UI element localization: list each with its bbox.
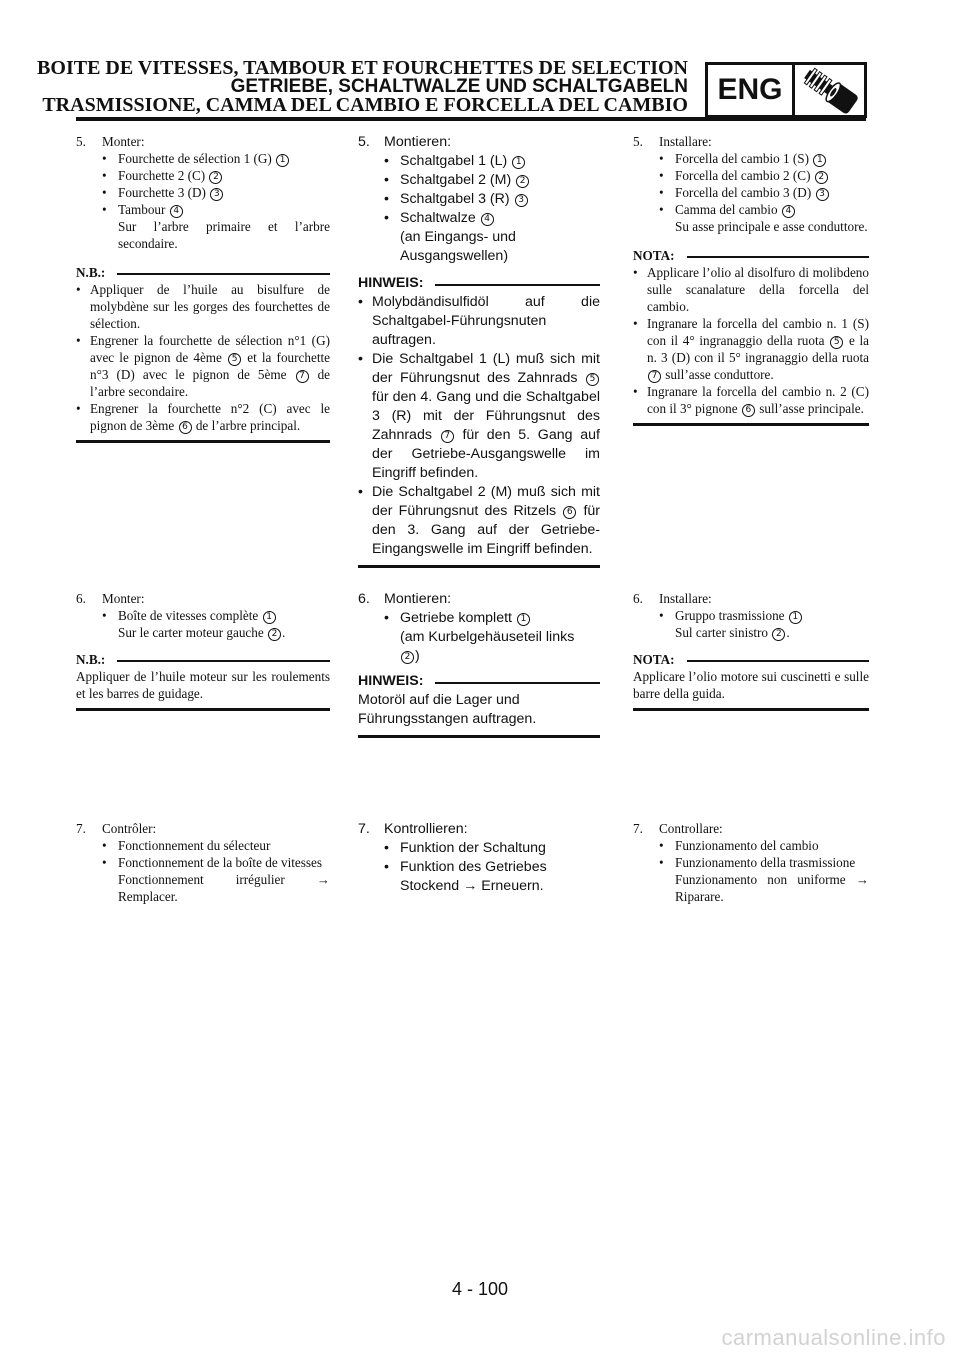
divider <box>435 682 600 684</box>
it-step-6 <box>633 590 869 711</box>
list-item: • Schaltwalze 4 <box>384 209 600 228</box>
fr-step-6 <box>76 590 330 711</box>
list-item: • Forcella del cambio 2 (C) 2 <box>659 167 869 184</box>
step-title: Montieren: <box>384 591 452 607</box>
item-text: Schaltgabel 2 (M) <box>400 172 512 188</box>
note-text: Appliquer de l’huile au bisulfure de molybdène sur les gorges des fourchettes de sélection. <box>90 282 330 331</box>
reference-number: 7 <box>296 370 309 383</box>
item-text: Fourchette de sélection 1 (G) <box>118 151 272 166</box>
note-text: de l’arbre secondaire. <box>90 367 331 399</box>
header-title-it: TRASMISSIONE, CAMMA DEL CAMBIO E FORCELLA DEL CAMBIO <box>42 94 688 116</box>
note-text: Ingranare la forcella del cambio n. 1 (S) con il 4° ingranaggio della ruota <box>647 316 869 348</box>
install-location: Sur le carter moteur gauche 2 . <box>118 625 286 640</box>
reference-number: 6 <box>563 506 576 519</box>
note-label: N.B.: <box>76 652 106 667</box>
de-step-7 <box>358 820 600 896</box>
note-item: • Applicare l’olio al disolfuro di molibdeno sulle scanalature della forcella del cambio. <box>633 265 869 314</box>
item-text: Funktion des Getriebes <box>400 859 547 875</box>
badge-divider <box>792 65 795 115</box>
list-item: • Fourchette 3 (D) 3 <box>102 184 330 201</box>
item-text: Schaltwalze <box>400 210 476 226</box>
note-label: NOTA: <box>633 248 675 263</box>
watermark: carmanualsonline.info <box>721 1325 946 1350</box>
step-header <box>76 820 330 837</box>
list-item: • Fourchette 2 (C) 2 <box>102 167 330 184</box>
note-text: Die Schaltgabel 1 (L) muß sich mit der Führungsnut des Zahnrads <box>372 351 600 386</box>
step-title: Installare: <box>659 134 712 149</box>
check-result: Stockend → Erneuern. <box>400 878 544 894</box>
list-item: • Getriebe komplett 1 <box>384 609 600 628</box>
note-text: für den 3. Gang auf der Getriebe-Eingangswelle im Eingriff befinden. <box>372 503 600 557</box>
install-location: Sur l’arbre primaire et l’arbre secondaire. <box>118 219 330 251</box>
step-title: Controllare: <box>659 821 723 836</box>
note-text: de l’arbre principal. <box>195 418 301 433</box>
reference-number: 4 <box>170 205 183 218</box>
check-result: Funzionamento non uniforme → Riparare. <box>675 872 869 904</box>
note-label: N.B.: <box>76 265 106 280</box>
item-text: Schaltgabel 3 (R) <box>400 191 510 207</box>
step-number: 5. <box>358 134 370 150</box>
note-text: sull’asse conduttore. <box>665 367 774 382</box>
note-header <box>76 651 330 668</box>
note-header <box>633 651 869 668</box>
step-number: 7. <box>76 821 86 836</box>
step-number: 6. <box>633 591 643 606</box>
item-text: Schaltgabel 1 (L) <box>400 153 508 169</box>
fr-step-7 <box>76 820 330 905</box>
item-text: Gruppo trasmissione <box>675 608 785 623</box>
reference-number: 5 <box>586 373 599 386</box>
item-text: Getriebe komplett <box>400 610 512 626</box>
list-item: • Schaltgabel 2 (M) 2 <box>384 171 600 190</box>
step-number: 5. <box>76 134 86 149</box>
item-text: Fonctionnement du sélecteur <box>118 838 271 853</box>
note-text: Applicare l’olio motore sui cuscinetti e sulle barre della guida. <box>633 669 869 701</box>
note-text: für den 5. Gang auf der Getriebe-Ausgangswelle im Eingriff befinden. <box>372 427 600 481</box>
note-text: Engrener la fourchette de sélection n°1 (G) avec le pignon de 4ème <box>90 333 330 365</box>
list-item: • Boîte de vitesses complète 1 <box>102 607 330 624</box>
step-title: Installare: <box>659 591 712 606</box>
page-number: 4 - 100 <box>451 1279 509 1299</box>
divider <box>687 660 869 662</box>
list-item: • Forcella del cambio 3 (D) 3 <box>659 184 869 201</box>
note-item: • Engrener la fourchette de sélection n°1 (G) avec le pignon de 4ème 5 et la fourchette n°3 (D) avec le pignon de 5ème 7 de l’arbre secondaire. <box>76 333 331 399</box>
item-text: Funktion der Schaltung <box>400 840 546 856</box>
note-item: • Ingranare la forcella del cambio n. 1 (S) con il 4° ingranaggio della ruota 5 e la n. 3 (D) con il 5° ingranaggio della ruota 7 sull’asse conduttore. <box>633 316 870 382</box>
list-item: • Fourchette de sélection 1 (G) 1 <box>102 150 330 167</box>
item-text: Forcella del cambio 1 (S) <box>675 151 810 166</box>
reference-number: 5 <box>228 353 241 366</box>
reference-number: 3 <box>816 188 829 201</box>
item-text: Tambour <box>118 202 166 217</box>
reference-number: 2 <box>815 171 828 184</box>
note-item: • Engrener la fourchette n°2 (C) avec le pignon de 3ème 6 de l’arbre principal. <box>76 401 330 433</box>
list-item: • Funzionamento della trasmissione <box>659 854 869 871</box>
step-title: Monter: <box>102 134 145 149</box>
note-label: NOTA: <box>633 652 675 667</box>
note-header <box>358 672 600 691</box>
item-text: Fourchette 2 (C) <box>118 168 206 183</box>
step-title: Contrôler: <box>102 821 157 836</box>
eng-label: ENG <box>717 73 783 106</box>
install-location: Sul carter sinistro 2 . <box>675 625 790 640</box>
install-location: Su asse principale e asse conduttore. <box>675 219 868 234</box>
note-text: sull’asse principale. <box>759 401 864 416</box>
reference-number: 2 <box>401 651 414 664</box>
header-title-fr: BOITE DE VITESSES, TAMBOUR ET FOURCHETTES DE SELECTION <box>37 57 688 79</box>
item-text: Forcella del cambio 3 (D) <box>675 185 812 200</box>
note-header <box>76 264 330 281</box>
reference-number: 3 <box>515 194 528 207</box>
note-text: Die Schaltgabel 2 (M) muß sich mit der Führungsnut des Ritzels <box>372 484 600 519</box>
step-header <box>633 590 869 607</box>
note-text: Molybdändisulfidöl auf die Schaltgabel-Führungsnuten auftragen. <box>372 294 600 348</box>
note-label: HINWEIS: <box>358 275 424 291</box>
item-text: Forcella del cambio 2 (C) <box>675 168 811 183</box>
header-title-de: GETRIEBE, SCHALTWALZE UND SCHALTGABELN <box>230 76 688 97</box>
note-item: • Die Schaltgabel 2 (M) muß sich mit der Führungsnut des Ritzels 6 für den 3. Gang auf der Getriebe-Eingangswelle im Eingriff befinden. <box>358 484 600 557</box>
divider <box>117 660 330 662</box>
reference-number: 1 <box>813 154 826 167</box>
list-item: • Gruppo trasmissione 1 <box>659 607 869 624</box>
list-item: • Fonctionnement du sélecteur <box>102 837 330 854</box>
check-result: Fonctionnement irrégulier → Remplacer. <box>118 872 330 904</box>
step-number: 6. <box>358 591 370 607</box>
step-header <box>76 590 330 607</box>
note-text: für den 4. Gang und die Schaltgabel 3 (R) mit der Führungsnut des Zahnrads <box>372 389 600 443</box>
note-header <box>633 247 869 264</box>
step-header <box>358 133 600 152</box>
reference-number: 2 <box>516 175 529 188</box>
step-number: 7. <box>633 821 643 836</box>
it-step-5 <box>633 133 869 426</box>
engine-gear-icon <box>796 65 864 115</box>
reference-number: 4 <box>782 205 795 218</box>
item-text: Boîte de vitesses complète <box>118 608 259 623</box>
note-text: Appliquer de l’huile moteur sur les roulements et les barres de guidage. <box>76 669 330 701</box>
list-item: • Tambour 4 <box>102 201 330 218</box>
note-end-rule <box>76 440 330 443</box>
it-step-7 <box>633 820 869 905</box>
reference-number: 2 <box>209 171 222 184</box>
step-number: 7. <box>358 821 370 837</box>
reference-number: 7 <box>648 370 661 383</box>
install-location: (an Eingangs- und Ausgangswellen) <box>400 229 516 264</box>
step-number: 6. <box>76 591 86 606</box>
reference-number: 3 <box>210 188 223 201</box>
note-item: • Die Schaltgabel 1 (L) muß sich mit der Führungsnut des Zahnrads 5 für den 4. Gang und die Schaltgabel 3 (R) mit der Führungsnut des Zahnrads 7 für den 5. Gang auf der Getriebe-Ausgangswelle im Eingriff befinden. <box>358 351 600 481</box>
de-step-6 <box>358 590 600 738</box>
item-text: Fonctionnement de la boîte de vitesses <box>118 855 322 870</box>
note-text: Motoröl auf die Lager und Führungsstangen auftragen. <box>358 692 537 727</box>
list-item: • Fonctionnement de la boîte de vitesses <box>102 854 330 871</box>
list-item: • Forcella del cambio 1 (S) 1 <box>659 150 869 167</box>
fr-step-5 <box>76 133 330 443</box>
list-item: • Schaltgabel 3 (R) 3 <box>384 190 600 209</box>
note-item: • Appliquer de l’huile au bisulfure de molybdène sur les gorges des fourchettes de sélection. <box>76 282 330 331</box>
reference-number: 1 <box>512 156 525 169</box>
note-item: • Ingranare la forcella del cambio n. 2 (C) con il 3° pignone 6 sull’asse principale. <box>633 384 869 416</box>
reference-number: 1 <box>263 611 276 624</box>
reference-number: 6 <box>179 421 192 434</box>
list-item: • Funzionamento del cambio <box>659 837 869 854</box>
step-header <box>358 590 600 609</box>
note-end-rule <box>633 423 869 426</box>
reference-number: 2 <box>772 628 785 641</box>
note-label: HINWEIS: <box>358 673 424 689</box>
reference-number: 4 <box>481 213 494 226</box>
step-header <box>633 133 869 150</box>
reference-number: 6 <box>742 404 755 417</box>
note-text: Ingranare la forcella del cambio n. 2 (C) con il 3° pignone <box>647 384 869 416</box>
reference-number: 2 <box>268 628 281 641</box>
eng-badge <box>705 62 867 118</box>
item-text: Camma del cambio <box>675 202 778 217</box>
item-text: Fourchette 3 (D) <box>118 185 206 200</box>
reference-number: 1 <box>517 613 530 626</box>
reference-number: 7 <box>441 430 454 443</box>
note-end-rule <box>76 708 330 711</box>
de-step-5 <box>358 133 600 568</box>
note-item: • Molybdändisulfidöl auf die Schaltgabel-Führungsnuten auftragen. <box>358 294 600 348</box>
item-text: Funzionamento del cambio <box>675 838 819 853</box>
step-title: Kontrollieren: <box>384 821 468 837</box>
note-text: Engrener la fourchette n°2 (C) avec le pignon de 3ème <box>90 401 330 433</box>
step-title: Monter: <box>102 591 145 606</box>
item-text: Funzionamento della trasmissione <box>675 855 856 870</box>
step-header <box>358 820 600 839</box>
note-text: Applicare l’olio al disolfuro di molibdeno sulle scanalature della forcella del cambio. <box>647 265 869 314</box>
note-text: et la fourchette n°3 (D) avec le pignon de 5ème <box>90 350 331 382</box>
reference-number: 5 <box>830 336 843 349</box>
step-header <box>76 133 330 150</box>
step-title: Montieren: <box>384 134 452 150</box>
note-end-rule <box>358 565 600 568</box>
list-item: • Funktion des Getriebes <box>384 858 600 877</box>
note-text: e la n. 3 (D) con il 5° ingranaggio della ruota <box>647 333 870 365</box>
list-item: • Schaltgabel 1 (L) 1 <box>384 152 600 171</box>
divider <box>117 273 330 275</box>
list-item: • Funktion der Schaltung <box>384 839 600 858</box>
list-item: • Camma del cambio 4 <box>659 201 869 218</box>
step-number: 5. <box>633 134 643 149</box>
divider <box>435 284 600 286</box>
install-location: (am Kurbelgehäuseteil links 2 ) <box>400 629 575 664</box>
reference-number: 1 <box>276 154 289 167</box>
step-header <box>633 820 869 837</box>
reference-number: 1 <box>789 611 802 624</box>
note-end-rule <box>633 708 869 711</box>
divider <box>687 256 869 258</box>
note-end-rule <box>358 735 600 738</box>
note-header <box>358 274 600 293</box>
